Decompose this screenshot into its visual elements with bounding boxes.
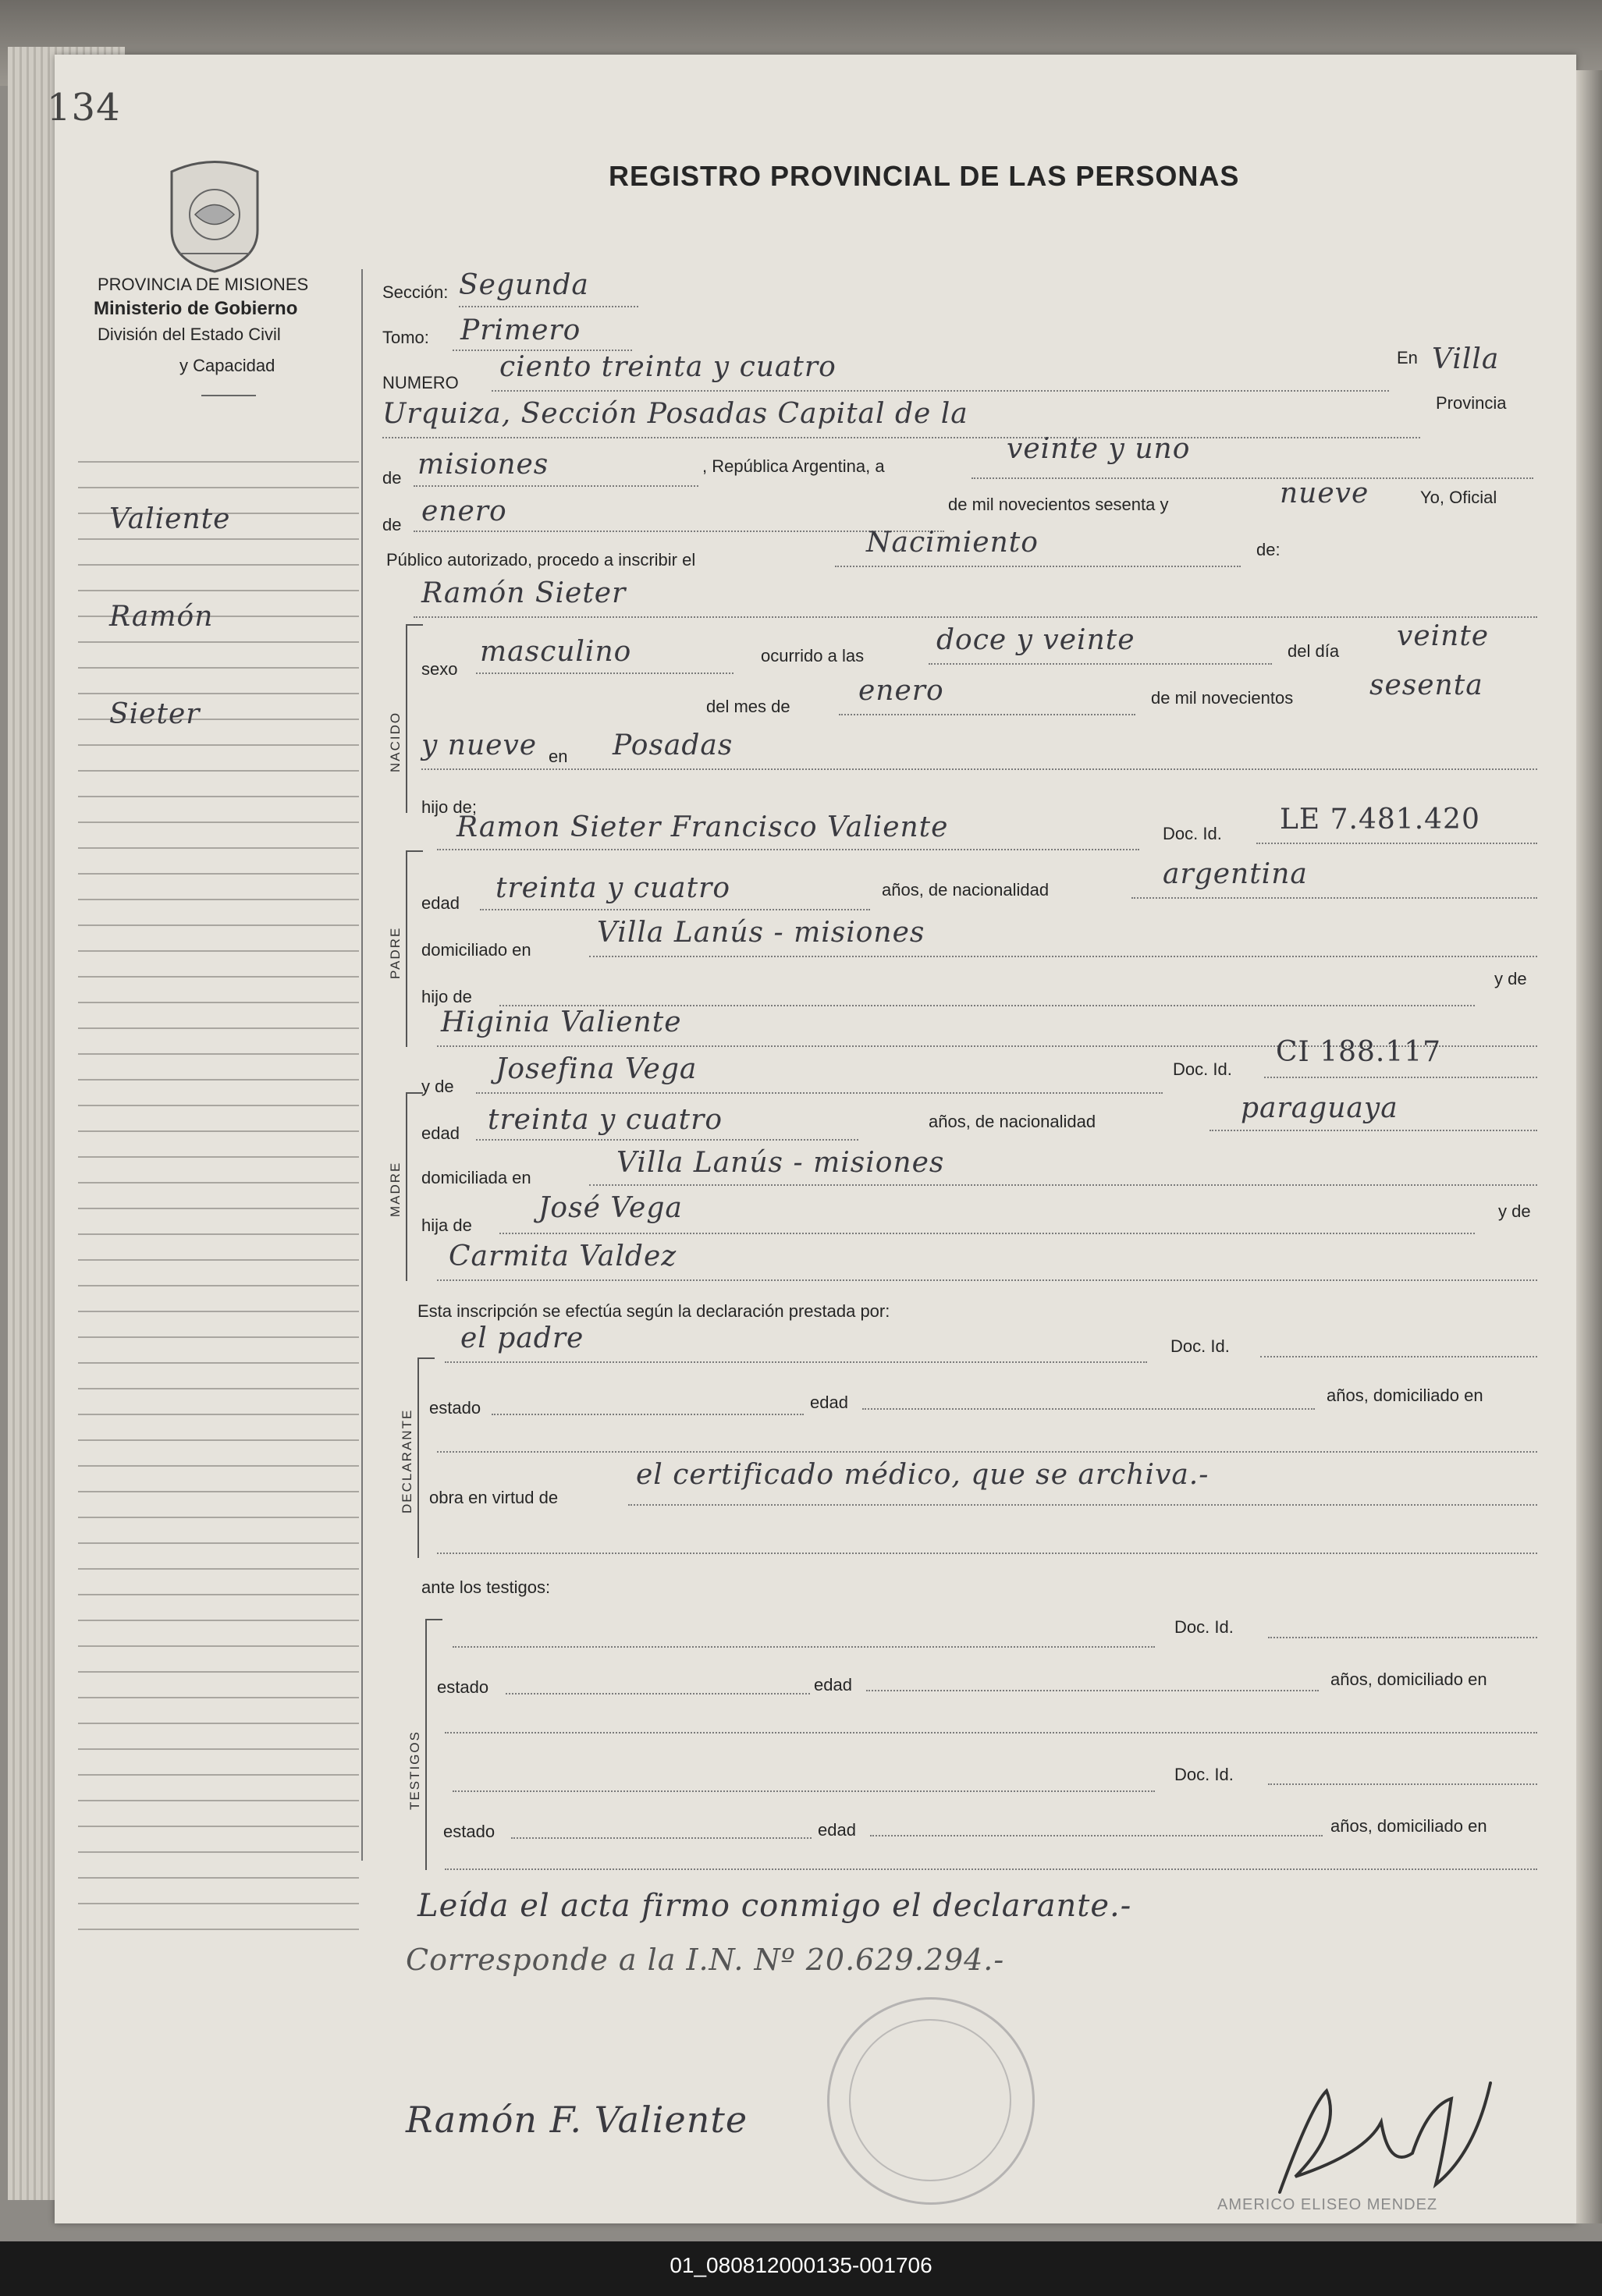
day-born-value: veinte	[1397, 620, 1490, 652]
testigo1-edad-label: edad	[814, 1675, 852, 1694]
testigo1-dom-label: años, domiciliado en	[1330, 1670, 1487, 1689]
testigos-intro: ante los testigos:	[421, 1577, 551, 1597]
hijo-label: hijo de;	[421, 797, 477, 817]
image-caption: 01_080812000135-001706	[670, 2253, 932, 2277]
book-binding-right	[1576, 70, 1602, 2223]
en-born-label: en	[549, 747, 568, 766]
division-label: División del Estado Civil	[98, 325, 281, 344]
padre-dom-label: domiciliado en	[421, 940, 531, 960]
father-address-value: Villa Lanús - misiones	[597, 917, 925, 949]
testigos-side-label: TESTIGOS	[407, 1730, 422, 1810]
official-name: AMERICO ELISEO MENDEZ	[1217, 2196, 1438, 2213]
tomo-value: Primero	[460, 314, 581, 346]
hour-value: doce y veinte	[936, 624, 1135, 656]
testigo1-estado-label: estado	[437, 1677, 489, 1697]
obra-label: obra en virtud de	[429, 1488, 559, 1507]
ministry-label: Ministerio de Gobierno	[94, 298, 298, 319]
seccion-label: Sección:	[382, 282, 449, 302]
declarante-side-label: DECLARANTE	[400, 1408, 414, 1514]
de3-label: de:	[1256, 540, 1281, 559]
padre-edad-label: edad	[421, 893, 460, 913]
mother-doc-value: CI 188.117	[1276, 1036, 1442, 1068]
mil-label: de mil novecientos	[1151, 688, 1294, 708]
maternal-grandmother: Carmita Valdez	[449, 1240, 677, 1272]
birthplace-value: Posadas	[613, 729, 734, 761]
maternal-grandfather: José Vega	[538, 1192, 683, 1224]
sexo-value: masculino	[480, 636, 632, 668]
margin-divider	[361, 269, 363, 1861]
testigo1-doc-label: Doc. Id.	[1174, 1617, 1234, 1637]
oficial-label: Yo, Oficial	[1420, 488, 1497, 507]
act-type-value: Nacimiento	[866, 527, 1039, 559]
madre-edad-label: edad	[421, 1123, 460, 1143]
madre-dom-label: domiciliada en	[421, 1168, 531, 1187]
padre-doc-label: Doc. Id.	[1163, 824, 1222, 843]
numero-value: ciento treinta y cuatro	[499, 351, 837, 383]
mother-age-value: treinta y cuatro	[488, 1104, 723, 1136]
province-value: misiones	[417, 449, 549, 481]
padre-side-label: PADRE	[388, 926, 403, 979]
testigo2-estado-label: estado	[443, 1822, 496, 1841]
declarant-signature: Ramón F. Valiente	[406, 2099, 748, 2141]
margin-ruled-lines	[78, 437, 359, 1950]
testigo2-dom-label: años, domiciliado en	[1330, 1816, 1487, 1836]
padre-hijo-label: hijo de	[421, 987, 472, 1006]
provincia-label: Provincia	[1436, 393, 1507, 413]
margin-note-secondname: Sieter	[109, 698, 201, 730]
page-number: 134	[47, 86, 121, 130]
declarant-value: el padre	[460, 1322, 584, 1354]
padre-yde-label: y de	[1494, 969, 1527, 988]
margin-note-firstname: Ramón	[109, 601, 214, 633]
nacido-side-label: NACIDO	[388, 711, 403, 772]
republica-label: , República Argentina, a	[702, 456, 885, 476]
testigo2-edad-label: edad	[818, 1820, 856, 1840]
page-title: REGISTRO PROVINCIAL DE LAS PERSONAS	[609, 160, 1240, 192]
tomo-label: Tomo:	[382, 328, 429, 347]
declaracion-intro: Esta inscripción se efectúa según la declaración prestada por:	[417, 1301, 890, 1321]
mother-nationality-value: paraguaya	[1241, 1092, 1398, 1124]
publico-label: Público autorizado, procedo a inscribir el	[386, 550, 696, 570]
padre-nac-label: años, de nacionalidad	[882, 880, 1050, 900]
division-label-2: y Capacidad	[179, 356, 275, 375]
ocurrido-label: ocurrido a las	[761, 646, 865, 665]
day-value: veinte y uno	[1007, 433, 1191, 465]
year-value: nueve	[1280, 477, 1369, 509]
registrant-name: Ramón Sieter	[421, 577, 627, 609]
madre-doc-label: Doc. Id.	[1173, 1059, 1232, 1079]
madre-nac-label: años, de nacionalidad	[929, 1112, 1096, 1131]
madre-side-label: MADRE	[388, 1161, 403, 1217]
seccion-value: Segunda	[459, 269, 589, 301]
mother-name: Josefina Vega	[496, 1053, 698, 1085]
madre-yde2-label: y de	[1498, 1201, 1531, 1221]
father-age-value: treinta y cuatro	[496, 872, 730, 904]
month-born-value: enero	[858, 675, 944, 707]
mother-address-value: Villa Lanús - misiones	[616, 1147, 945, 1179]
declarante-estado-label: estado	[429, 1398, 481, 1418]
sexo-label: sexo	[421, 659, 458, 679]
dia-label: del día	[1288, 641, 1340, 661]
official-stamp	[827, 1997, 1035, 2205]
father-nationality-value: argentina	[1163, 858, 1308, 890]
de2-label: de	[382, 515, 402, 534]
mes-label: del mes de	[706, 697, 790, 716]
place-value: Urquiza, Sección Posadas Capital de la	[382, 398, 968, 430]
year-born-value-2: y nueve	[421, 729, 538, 761]
declarante-dom-label: años, domiciliado en	[1327, 1386, 1483, 1405]
en-label: En	[1397, 348, 1418, 367]
year-born-value: sesenta	[1369, 669, 1483, 701]
closing-line-1: Leída el acta firmo conmigo el declarante.-	[417, 1888, 1132, 1924]
province-label: PROVINCIA DE MISIONES	[98, 275, 309, 294]
father-doc-value: LE 7.481.420	[1280, 804, 1480, 836]
declarante-doc-label: Doc. Id.	[1170, 1336, 1230, 1356]
provincial-seal	[164, 156, 265, 273]
year-label: de mil novecientos sesenta y	[948, 495, 1169, 514]
numero-label: NUMERO	[382, 373, 459, 392]
en-value: Villa	[1432, 343, 1500, 375]
testigo2-doc-label: Doc. Id.	[1174, 1765, 1234, 1784]
father-name: Ramon Sieter Francisco Valiente	[456, 811, 949, 843]
month-value: enero	[421, 495, 507, 527]
official-signature	[1249, 2060, 1506, 2208]
paternal-grandmother: Higinia Valiente	[441, 1006, 682, 1038]
margin-note-surname: Valiente	[109, 503, 231, 535]
declarante-edad-label: edad	[810, 1393, 848, 1412]
madre-yde-label: y de	[421, 1077, 454, 1096]
closing-line-2: Corresponde a la I.N. Nº 20.629.294.-	[406, 1943, 1005, 1977]
de-label: de	[382, 468, 402, 488]
madre-hija-label: hija de	[421, 1215, 472, 1235]
obra-value: el certificado médico, que se archiva.-	[636, 1459, 1209, 1491]
